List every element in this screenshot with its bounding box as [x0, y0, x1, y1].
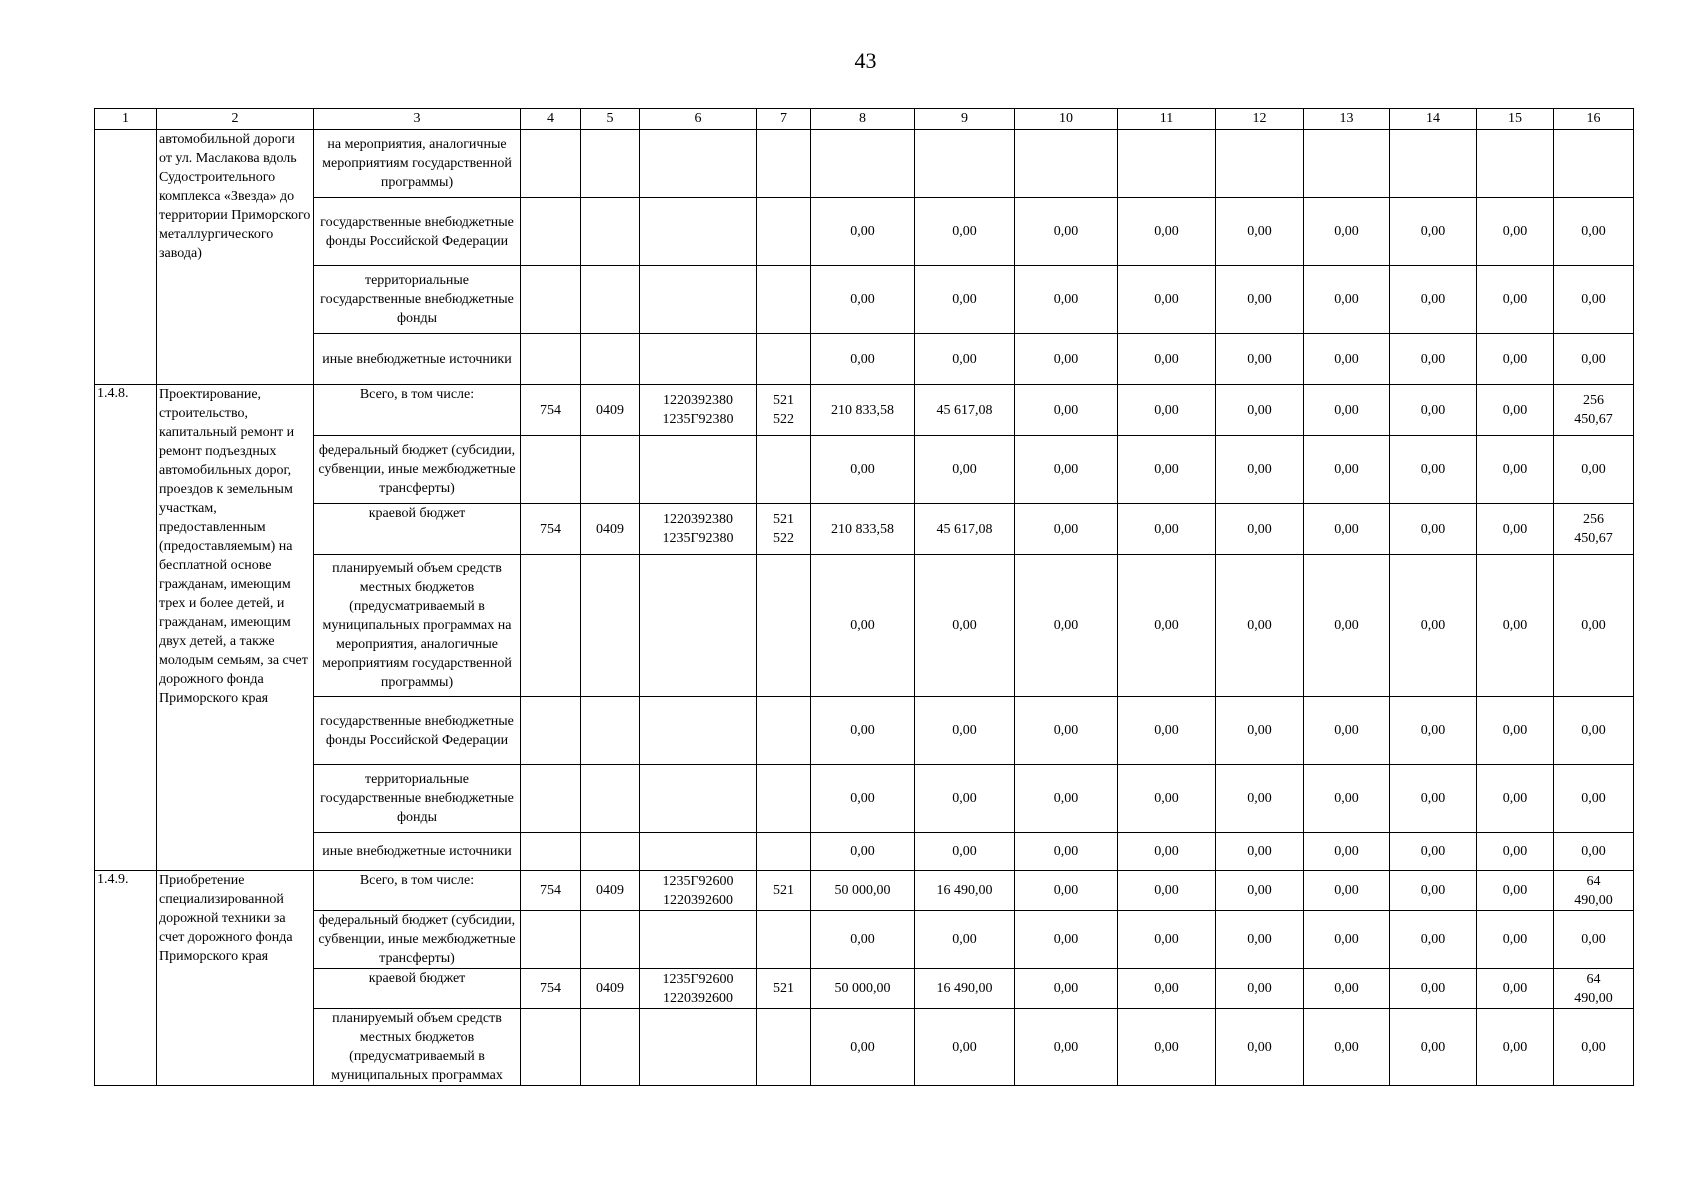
section-code: 0409 [581, 504, 640, 555]
value-cell: 0,00 [1015, 969, 1118, 1009]
value-cell: 0,00 [811, 1009, 915, 1086]
table-row [95, 871, 1634, 911]
value-cell: 0,00 [1118, 555, 1216, 697]
total-value-part: 450,67 [1574, 531, 1613, 546]
value-cell: 0,00 [1390, 385, 1477, 436]
table-row [95, 697, 1634, 765]
value-cell: 0,00 [1390, 334, 1477, 385]
value-cell: 0,00 [1477, 833, 1554, 871]
value-cell: 0,00 [1477, 504, 1554, 555]
funding-source: планируемый объем средств местных бюджетов (предусматриваемый в муниципальных программах на мероприятия, аналогичные мероприятиям государственной программы) [314, 555, 521, 697]
value-cell: 0,00 [1304, 765, 1390, 833]
table-row [95, 969, 1634, 1009]
value-cell: 0,00 [1554, 911, 1634, 969]
table-row [95, 911, 1634, 969]
funding-source: иные внебюджетные источники [314, 833, 521, 871]
item-number: 1.4.8. [95, 385, 157, 871]
column-number: 13 [1304, 109, 1390, 130]
target-article: 1220392600 [663, 990, 733, 1006]
target-article: 1220392380 [663, 393, 733, 408]
value-cell: 0,00 [1304, 504, 1390, 555]
value-cell: 0,00 [1304, 198, 1390, 266]
column-number: 2 [157, 109, 314, 130]
value-cell: 0,00 [915, 436, 1015, 504]
value-cell: 0,00 [1477, 969, 1554, 1009]
value-cell: 0,00 [1390, 436, 1477, 504]
value-cell: 0,00 [915, 1009, 1015, 1086]
value-cell: 0,00 [915, 198, 1015, 266]
table-row [95, 436, 1634, 504]
value-cell: 0,00 [1118, 436, 1216, 504]
total-value-part: 256 [1583, 512, 1604, 527]
column-number: 1 [95, 109, 157, 130]
table-row [95, 385, 1634, 436]
expense-type: 521 [757, 871, 811, 911]
total-value-part: 490,00 [1574, 892, 1613, 908]
value-cell: 0,00 [1015, 911, 1118, 969]
value-cell: 0,00 [1304, 266, 1390, 334]
table-row [95, 198, 1634, 266]
value-cell: 0,00 [1390, 504, 1477, 555]
value-cell: 0,00 [1390, 697, 1477, 765]
value-cell: 0,00 [1390, 833, 1477, 871]
value-cell: 0,00 [1015, 334, 1118, 385]
value-cell: 0,00 [1304, 1009, 1390, 1086]
value-cell [915, 130, 1015, 198]
value-cell: 0,00 [1304, 385, 1390, 436]
value-cell: 0,00 [1015, 555, 1118, 697]
value-cell: 0,00 [1477, 385, 1554, 436]
item-number: 1.4.9. [95, 871, 157, 1086]
value-cell: 0,00 [1477, 911, 1554, 969]
table-row [95, 555, 1634, 697]
column-number: 9 [915, 109, 1015, 130]
value-cell: 0,00 [1477, 334, 1554, 385]
expense-type: 521 [773, 512, 794, 527]
value-cell: 0,00 [1554, 334, 1634, 385]
target-article-cell [640, 969, 757, 1009]
value-cell [1477, 130, 1554, 198]
value-cell: 0,00 [1118, 765, 1216, 833]
value-cell: 0,00 [915, 697, 1015, 765]
value-cell: 0,00 [1216, 198, 1304, 266]
value-cell: 0,00 [1216, 504, 1304, 555]
value-cell: 0,00 [1477, 697, 1554, 765]
value-cell: 0,00 [1118, 1009, 1216, 1086]
value-cell: 0,00 [1477, 555, 1554, 697]
value-cell: 0,00 [1304, 871, 1390, 911]
total-cell [1554, 504, 1634, 555]
value-cell: 0,00 [1554, 555, 1634, 697]
value-cell [1216, 130, 1304, 198]
value-cell [1015, 130, 1118, 198]
value-cell: 0,00 [811, 555, 915, 697]
admin-code: 754 [521, 969, 581, 1009]
section-code: 0409 [581, 969, 640, 1009]
value-cell: 0,00 [1216, 969, 1304, 1009]
table-row [95, 334, 1634, 385]
column-number: 10 [1015, 109, 1118, 130]
value-cell: 0,00 [915, 334, 1015, 385]
admin-code: 754 [521, 385, 581, 436]
value-cell [581, 130, 640, 198]
value-cell [1304, 130, 1390, 198]
value-cell: 0,00 [1216, 871, 1304, 911]
value-cell: 0,00 [1216, 385, 1304, 436]
column-number: 7 [757, 109, 811, 130]
expense-type: 521 [757, 969, 811, 1009]
funding-source: иные внебюджетные источники [314, 334, 521, 385]
value-cell: 0,00 [1304, 911, 1390, 969]
value-cell: 0,00 [915, 266, 1015, 334]
expense-type-cell [757, 504, 811, 555]
value-cell: 0,00 [1118, 198, 1216, 266]
column-number: 6 [640, 109, 757, 130]
value-cell: 0,00 [811, 833, 915, 871]
funding-source: территориальные государственные внебюджетные фонды [314, 765, 521, 833]
value-cell: 0,00 [1015, 198, 1118, 266]
value-cell: 0,00 [1477, 765, 1554, 833]
total-cell [1554, 385, 1634, 436]
table-row [95, 266, 1634, 334]
column-number: 8 [811, 109, 915, 130]
funding-source: краевой бюджет [314, 969, 521, 1009]
value-cell: 0,00 [811, 266, 915, 334]
total-value-part: 64 [1586, 971, 1601, 987]
value-cell: 0,00 [1015, 504, 1118, 555]
column-number: 3 [314, 109, 521, 130]
value-cell: 0,00 [1554, 198, 1634, 266]
value-cell: 0,00 [1554, 833, 1634, 871]
value-cell: 0,00 [1216, 697, 1304, 765]
total-value-part: 490,00 [1574, 990, 1613, 1006]
budget-table [94, 108, 1634, 1086]
value-cell: 0,00 [1304, 436, 1390, 504]
value-cell: 0,00 [1118, 911, 1216, 969]
value-cell: 0,00 [1304, 334, 1390, 385]
column-number: 11 [1118, 109, 1216, 130]
admin-code: 754 [521, 871, 581, 911]
column-number: 15 [1477, 109, 1554, 130]
value-cell: 0,00 [1390, 969, 1477, 1009]
column-number: 12 [1216, 109, 1304, 130]
value-cell: 0,00 [1477, 1009, 1554, 1086]
value-cell: 0,00 [1390, 765, 1477, 833]
item-name: Приобретение специализированной дорожной техники за счет дорожного фонда Приморского края [157, 871, 314, 1086]
value-cell: 0,00 [1118, 504, 1216, 555]
item-number-cell [95, 130, 157, 385]
total-value-part: 450,67 [1574, 412, 1613, 427]
value-cell: 0,00 [1554, 1009, 1634, 1086]
value-cell: 0,00 [1477, 436, 1554, 504]
value-cell: 0,00 [1304, 555, 1390, 697]
value-cell: 0,00 [1015, 833, 1118, 871]
item-name: Проектирование, строительство, капитальный ремонт и ремонт подъездных автомобильных дорог, проездов к земельным участкам, предоставленным (предоставляемым) на бесплатной основе гражданам, имеющим трех и более детей, и гражданам, имеющим двух детей, а также молодым семьям, за счет дорожного фонда Приморского края [157, 385, 314, 871]
value-cell: 0,00 [1304, 697, 1390, 765]
funding-source: на мероприятия, аналогичные мероприятиям государственной программы) [314, 130, 521, 198]
value-cell: 0,00 [1118, 969, 1216, 1009]
value-cell: 0,00 [1554, 266, 1634, 334]
total-cell [1554, 969, 1634, 1009]
value-cell: 0,00 [811, 198, 915, 266]
page-number: 43 [854, 48, 877, 73]
value-cell: 0,00 [1304, 969, 1390, 1009]
item-name: автомобильной дороги от ул. Маслакова вдоль Судостроительного комплекса «Звезда» до территории Приморского металлургического завода) [157, 130, 314, 385]
value-cell: 0,00 [1118, 266, 1216, 334]
table-row [95, 504, 1634, 555]
target-article: 1235Г92380 [662, 412, 734, 427]
funding-source: федеральный бюджет (субсидии, субвенции, иные межбюджетные трансферты) [314, 911, 521, 969]
column-number: 14 [1390, 109, 1477, 130]
admin-code: 754 [521, 504, 581, 555]
value-cell: 0,00 [1390, 266, 1477, 334]
target-article: 1220392380 [663, 512, 733, 527]
value-cell: 0,00 [915, 911, 1015, 969]
total-value-part: 64 [1586, 873, 1601, 889]
value-cell: 0,00 [1015, 385, 1118, 436]
value-cell: 50 000,00 [811, 969, 915, 1009]
value-cell: 0,00 [811, 911, 915, 969]
value-cell: 50 000,00 [811, 871, 915, 911]
table-row [95, 765, 1634, 833]
value-cell: 0,00 [1118, 697, 1216, 765]
value-cell: 0,00 [1015, 266, 1118, 334]
value-cell: 0,00 [915, 765, 1015, 833]
value-cell: 0,00 [1304, 833, 1390, 871]
target-article: 1235Г92600 [662, 873, 734, 889]
column-number: 16 [1554, 109, 1634, 130]
funding-source: планируемый объем средств местных бюджетов (предусматриваемый в муниципальных программах [314, 1009, 521, 1086]
value-cell: 0,00 [811, 436, 915, 504]
value-cell: 0,00 [1216, 266, 1304, 334]
total-cell [1554, 871, 1634, 911]
funding-source: краевой бюджет [314, 504, 521, 555]
expense-type-cell [757, 385, 811, 436]
value-cell: 0,00 [1216, 911, 1304, 969]
value-cell: 210 833,58 [811, 385, 915, 436]
value-cell: 0,00 [1554, 697, 1634, 765]
value-cell: 0,00 [1216, 436, 1304, 504]
value-cell: 0,00 [1118, 871, 1216, 911]
expense-type: 521 [773, 393, 794, 408]
value-cell [521, 130, 581, 198]
expense-type: 522 [773, 531, 794, 546]
value-cell: 0,00 [1118, 385, 1216, 436]
expense-type: 522 [773, 412, 794, 427]
value-cell [811, 130, 915, 198]
funding-source: Всего, в том числе: [314, 385, 521, 436]
funding-source: территориальные государственные внебюджетные фонды [314, 266, 521, 334]
value-cell: 0,00 [1390, 198, 1477, 266]
value-cell: 0,00 [915, 833, 1015, 871]
funding-source: Всего, в том числе: [314, 871, 521, 911]
value-cell: 0,00 [811, 765, 915, 833]
value-cell: 0,00 [1390, 911, 1477, 969]
target-article-cell [640, 871, 757, 911]
value-cell: 0,00 [1216, 833, 1304, 871]
target-article: 1220392600 [663, 892, 733, 908]
value-cell: 0,00 [1477, 198, 1554, 266]
value-cell: 0,00 [915, 555, 1015, 697]
value-cell: 0,00 [1015, 436, 1118, 504]
value-cell [1554, 130, 1634, 198]
value-cell: 45 617,08 [915, 385, 1015, 436]
target-article: 1235Г92380 [662, 531, 734, 546]
value-cell: 0,00 [1118, 833, 1216, 871]
value-cell: 45 617,08 [915, 504, 1015, 555]
value-cell [1390, 130, 1477, 198]
value-cell: 0,00 [1477, 871, 1554, 911]
section-code: 0409 [581, 871, 640, 911]
column-number-row [95, 109, 1634, 130]
value-cell: 0,00 [811, 334, 915, 385]
funding-source: государственные внебюджетные фонды Российской Федерации [314, 198, 521, 266]
value-cell: 0,00 [1015, 765, 1118, 833]
value-cell: 16 490,00 [915, 969, 1015, 1009]
value-cell: 0,00 [1015, 871, 1118, 911]
value-cell: 0,00 [1554, 436, 1634, 504]
value-cell: 16 490,00 [915, 871, 1015, 911]
table-row [95, 1009, 1634, 1086]
value-cell: 0,00 [1118, 334, 1216, 385]
target-article-cell [640, 504, 757, 555]
value-cell: 210 833,58 [811, 504, 915, 555]
section-code: 0409 [581, 385, 640, 436]
value-cell: 0,00 [1216, 334, 1304, 385]
funding-source: государственные внебюджетные фонды Российской Федерации [314, 697, 521, 765]
value-cell [1118, 130, 1216, 198]
column-number: 5 [581, 109, 640, 130]
value-cell [757, 130, 811, 198]
column-number: 4 [521, 109, 581, 130]
table-row [95, 833, 1634, 871]
total-value-part: 256 [1583, 393, 1604, 408]
value-cell: 0,00 [811, 697, 915, 765]
value-cell: 0,00 [1390, 555, 1477, 697]
value-cell: 0,00 [1216, 555, 1304, 697]
value-cell: 0,00 [1554, 765, 1634, 833]
value-cell: 0,00 [1477, 266, 1554, 334]
table-row [95, 130, 1634, 198]
value-cell: 0,00 [1216, 1009, 1304, 1086]
value-cell: 0,00 [1390, 871, 1477, 911]
value-cell: 0,00 [1216, 765, 1304, 833]
value-cell: 0,00 [1015, 697, 1118, 765]
funding-source: федеральный бюджет (субсидии, субвенции, иные межбюджетные трансферты) [314, 436, 521, 504]
target-article-cell [640, 385, 757, 436]
value-cell: 0,00 [1015, 1009, 1118, 1086]
target-article: 1235Г92600 [662, 971, 734, 987]
value-cell [640, 130, 757, 198]
value-cell: 0,00 [1390, 1009, 1477, 1086]
